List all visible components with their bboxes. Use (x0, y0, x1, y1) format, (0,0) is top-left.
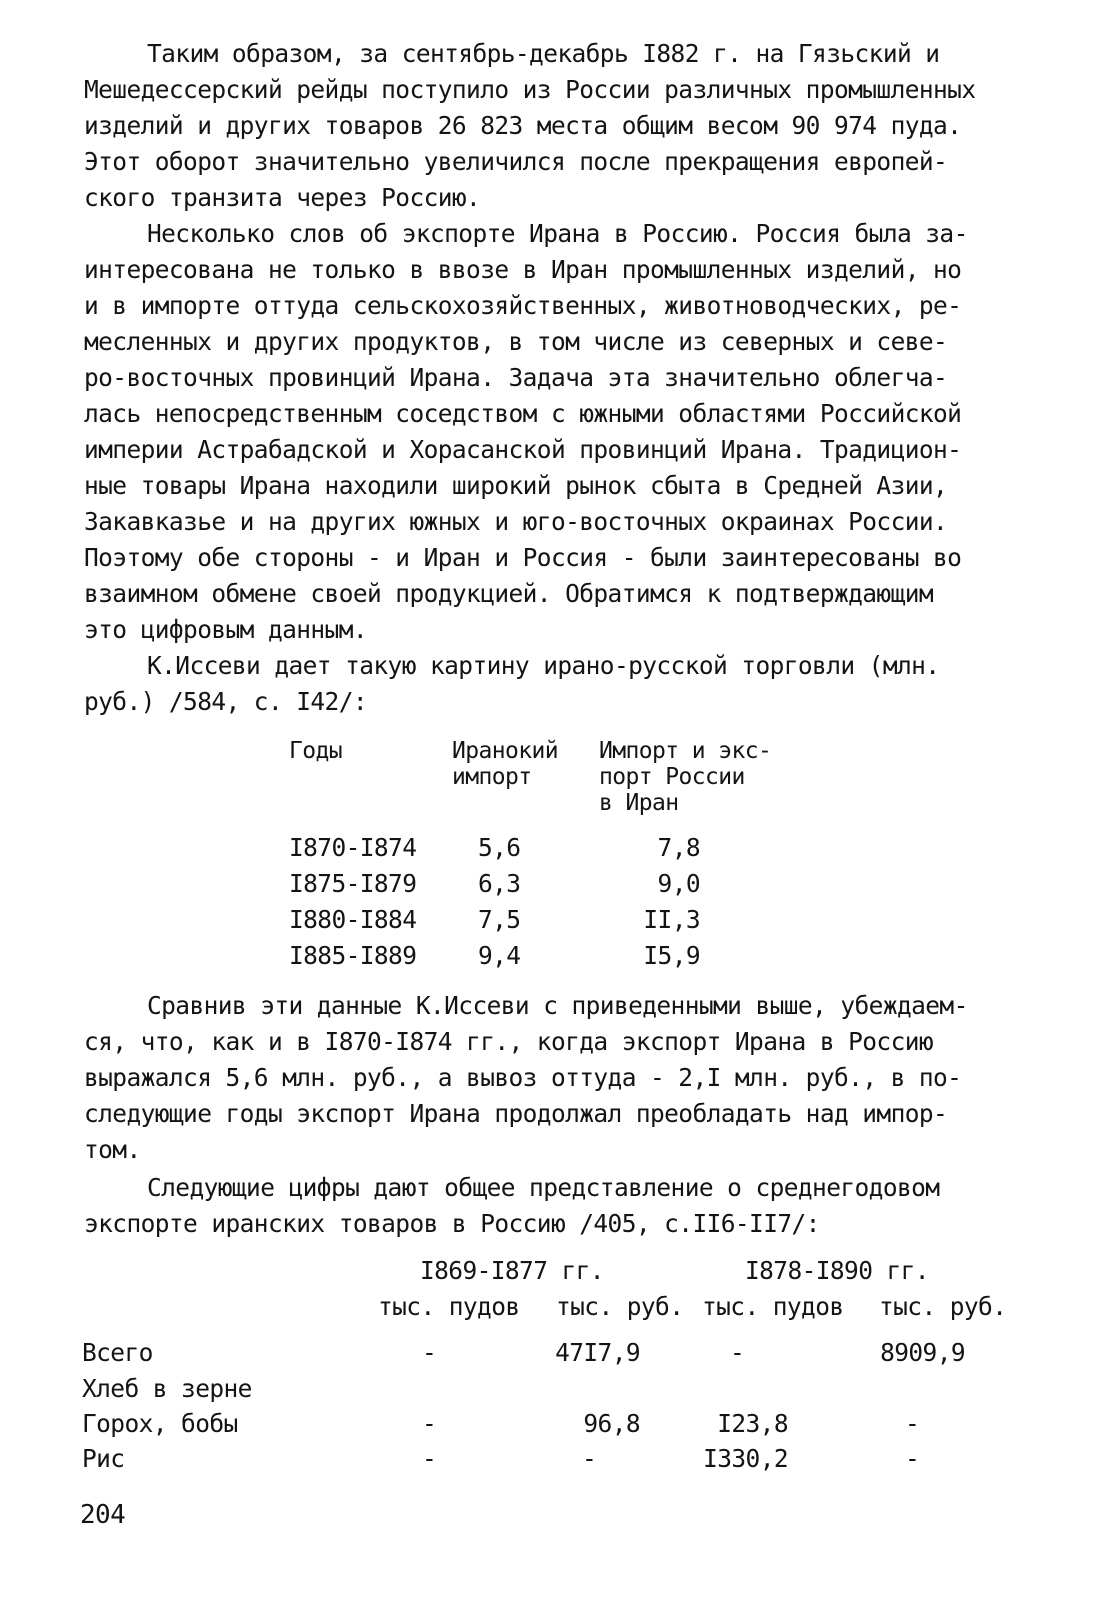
text-line: интересована не только в ввозе в Иран промышленных изделий, но (84, 255, 962, 284)
table-cell-trade: I5,9 (643, 941, 700, 970)
row-label: Горох, бобы (82, 1409, 238, 1438)
period-header: I878-I890 гг. (745, 1256, 929, 1285)
period-header: I869-I877 гг. (420, 1256, 604, 1285)
text-line: империи Астрабадской и Хорасанской провинций Ирана. Традицион- (84, 435, 962, 464)
row-label: Рис (82, 1444, 125, 1473)
table-header-russia-trade: Импорт и экс- порт России в Иран (599, 738, 772, 816)
paragraph-2 (84, 216, 1044, 648)
table-cell-trade: II,3 (643, 905, 700, 934)
table-cell: 96,8 (583, 1409, 640, 1438)
table-cell: 47I7,9 (555, 1338, 640, 1367)
text-line: Этот оборот значительно увеличился после прекращения европей- (84, 147, 948, 176)
unit-header: тыс. руб. (556, 1292, 684, 1321)
text-line: Закавказье и на других южных и юго-восточных окраинах России. (84, 507, 948, 536)
table-header-iran-import: Иранокий импорт (452, 738, 558, 790)
text-line: Следующие цифры дают общее представление о среднегодовом (147, 1173, 940, 1202)
text-line: ся, что, как и в I870-I874 гг., когда экспорт Ирана в Россию (84, 1027, 934, 1056)
text-line: лась непосредственным соседством с южными областями Российской (84, 399, 962, 428)
table-cell: - (905, 1409, 920, 1438)
table-cell-import: 9,4 (478, 941, 521, 970)
text-line: это цифровым данным. (84, 615, 368, 644)
text-line: ро-восточных провинций Ирана. Задача эта значительно облегча- (84, 363, 948, 392)
text-line: следующие годы экспорт Ирана продолжал преобладать над импор- (84, 1099, 948, 1128)
text-line: выражался 5,6 млн. руб., а вывоз оттуда - 2,I млн. руб., в по- (84, 1063, 962, 1092)
text-line: том. (84, 1135, 141, 1164)
text-line: изделий и других товаров 26 823 места общим весом 90 974 пуда. (84, 111, 962, 140)
unit-header: тыс. руб. (879, 1292, 1007, 1321)
table-cell: - (582, 1444, 597, 1473)
unit-header: тыс. пудов (702, 1292, 844, 1321)
text-line: экспорте иранских товаров в Россию /405, с.II6-II7/: (84, 1209, 820, 1238)
text-line: руб.) /584, с. I42/: (84, 687, 368, 716)
paragraph-1 (84, 36, 1044, 216)
table-cell: - (730, 1338, 745, 1367)
text-line: ные товары Ирана находили широкий рынок сбыта в Средней Азии, (84, 471, 948, 500)
table-cell-import: 7,5 (478, 905, 521, 934)
table-cell-import: 5,6 (478, 833, 521, 862)
text-line: взаимном обмене своей продукцией. Обратимся к подтверждающим (84, 579, 934, 608)
text-line: Несколько слов об экспорте Ирана в Россию. Россия была за- (147, 219, 968, 248)
table-cell: - (422, 1338, 437, 1367)
table-cell-import: 6,3 (478, 869, 521, 898)
table-cell-trade: 9,0 (657, 869, 700, 898)
page-number: 204 (80, 1500, 126, 1530)
table-cell: 8909,9 (880, 1338, 965, 1367)
row-label: Всего (82, 1338, 153, 1367)
row-label: Хлеб в зерне (82, 1374, 252, 1403)
paragraph-4 (84, 988, 1044, 1168)
table-cell: - (422, 1409, 437, 1438)
table-cell: I330,2 (703, 1444, 788, 1473)
table-cell-years: I870-I874 (289, 833, 417, 862)
text-line: Таким образом, за сентябрь-декабрь I882 г. на Гязьский и (147, 39, 940, 68)
table-cell-years: I875-I879 (289, 869, 417, 898)
text-line: К.Иссеви дает такую картину ирано-русской торговли (млн. (147, 651, 940, 680)
table-cell-years: I885-I889 (289, 941, 417, 970)
text-line: Поэтому обе стороны - и Иран и Россия - были заинтересованы во (84, 543, 962, 572)
table-header-years: Годы (289, 738, 342, 764)
paragraph-3 (84, 648, 1044, 720)
text-line: Мешедессерский рейды поступило из России различных промышленных (84, 75, 976, 104)
unit-header: тыс. пудов (378, 1292, 520, 1321)
text-line: месленных и других продуктов, в том числе из северных и севе- (84, 327, 948, 356)
text-line: Сравнив эти данные К.Иссеви с приведенными выше, убеждаем- (147, 991, 968, 1020)
table-cell-trade: 7,8 (657, 833, 700, 862)
text-line: и в импорте оттуда сельскохозяйственных, животноводческих, ре- (84, 291, 962, 320)
table-cell: I23,8 (717, 1409, 788, 1438)
table-cell-years: I880-I884 (289, 905, 417, 934)
table-cell: - (905, 1444, 920, 1473)
table-cell: - (422, 1444, 437, 1473)
paragraph-5 (84, 1170, 1044, 1242)
text-line: ского транзита через Россию. (84, 183, 481, 212)
